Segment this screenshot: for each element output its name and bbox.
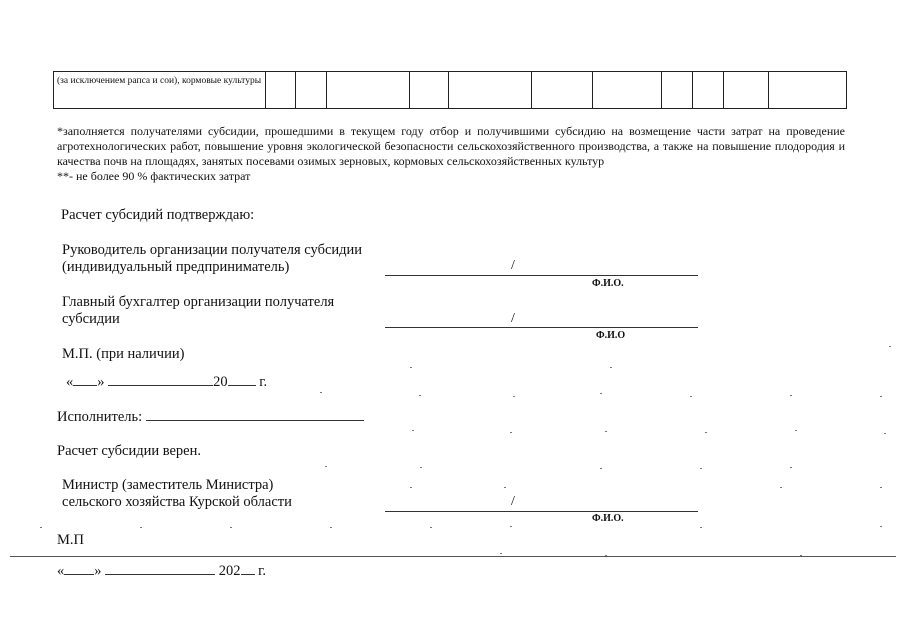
table-cell — [662, 72, 693, 109]
date-suffix: г. — [259, 374, 268, 390]
table-cell — [327, 72, 410, 109]
accountant-signature-line[interactable] — [385, 327, 698, 328]
stamp-label: М.П. (при наличии) — [62, 346, 185, 362]
minister-fio-label: Ф.И.О. — [592, 513, 624, 524]
date-day-field[interactable] — [73, 373, 97, 386]
ministry-date-month-field[interactable] — [105, 562, 215, 575]
accountant-signature-slash: / — [511, 311, 515, 326]
head-title-line1: Руководитель организации получателя субсидии — [62, 242, 363, 258]
crop-cell-label: (за исключением рапса и сои), кормовые культуры — [54, 72, 266, 109]
minister-title-line2: сельского хозяйства Курской области — [62, 494, 292, 510]
date-year-prefix: 20 — [213, 374, 228, 390]
footnote-limit: **- не более 90 % фактических затрат — [57, 169, 251, 183]
ministry-stamp-label: М.П — [57, 532, 84, 548]
table-cell — [410, 72, 449, 109]
table-cell — [449, 72, 532, 109]
table-cell — [769, 72, 847, 109]
minister-title-line1: Министр (заместитель Министра) — [62, 477, 274, 493]
head-fio-label: Ф.И.О. — [592, 278, 624, 289]
head-signature-slash: / — [511, 258, 515, 273]
date-close-quote: » — [97, 374, 105, 390]
table-cell — [724, 72, 769, 109]
date-year-field[interactable] — [228, 373, 256, 386]
date-open-quote: « — [66, 374, 74, 390]
executor-label: Исполнитель: — [57, 409, 143, 425]
ministry-date-day-field[interactable] — [64, 562, 94, 575]
accountant-title-line2: субсидии — [62, 311, 120, 327]
executor-field[interactable] — [146, 408, 364, 421]
accountant-fio-label: Ф.И.О — [596, 330, 626, 341]
ministry-date-close-quote: » — [94, 563, 102, 579]
verified-text: Расчет субсидии верен. — [57, 443, 202, 459]
head-signature-line[interactable] — [385, 275, 698, 276]
table-cell — [532, 72, 593, 109]
ministry-date — [57, 562, 266, 580]
scan-divider-line — [10, 556, 896, 557]
ministry-date-year-prefix: 202 — [218, 563, 241, 579]
table-cell — [296, 72, 327, 109]
date-month-field[interactable] — [108, 373, 213, 386]
table-cell — [266, 72, 296, 109]
footnote-subsidy: *заполняется получателями субсидии, прошедшими в текущем году отбор и получившими субсидию на возмещение части затрат на проведение агротехнологических работ, повышение уровня экологической безопасности сельскохозяйственного производства, а также на повышение плодородия и качества почв на площадях, занятых посевами озимых зерновых, кормовых сельскохозяйственных культур — [57, 124, 845, 168]
confirm-heading: Расчет субсидий подтверждаю: — [61, 207, 255, 223]
confirm-date — [66, 373, 267, 391]
head-title-line2: (индивидуальный предприниматель) — [62, 259, 290, 275]
ministry-date-suffix: г. — [258, 563, 267, 579]
minister-signature-slash: / — [511, 494, 515, 509]
ministry-date-year-field[interactable] — [241, 562, 255, 575]
table-row — [54, 72, 847, 109]
crop-table — [53, 71, 847, 109]
minister-signature-line[interactable] — [385, 511, 698, 512]
table-cell — [593, 72, 662, 109]
table-cell — [693, 72, 724, 109]
ministry-date-open-quote: « — [57, 563, 65, 579]
executor-row — [57, 408, 364, 426]
accountant-title-line1: Главный бухгалтер организации получателя — [62, 294, 335, 310]
